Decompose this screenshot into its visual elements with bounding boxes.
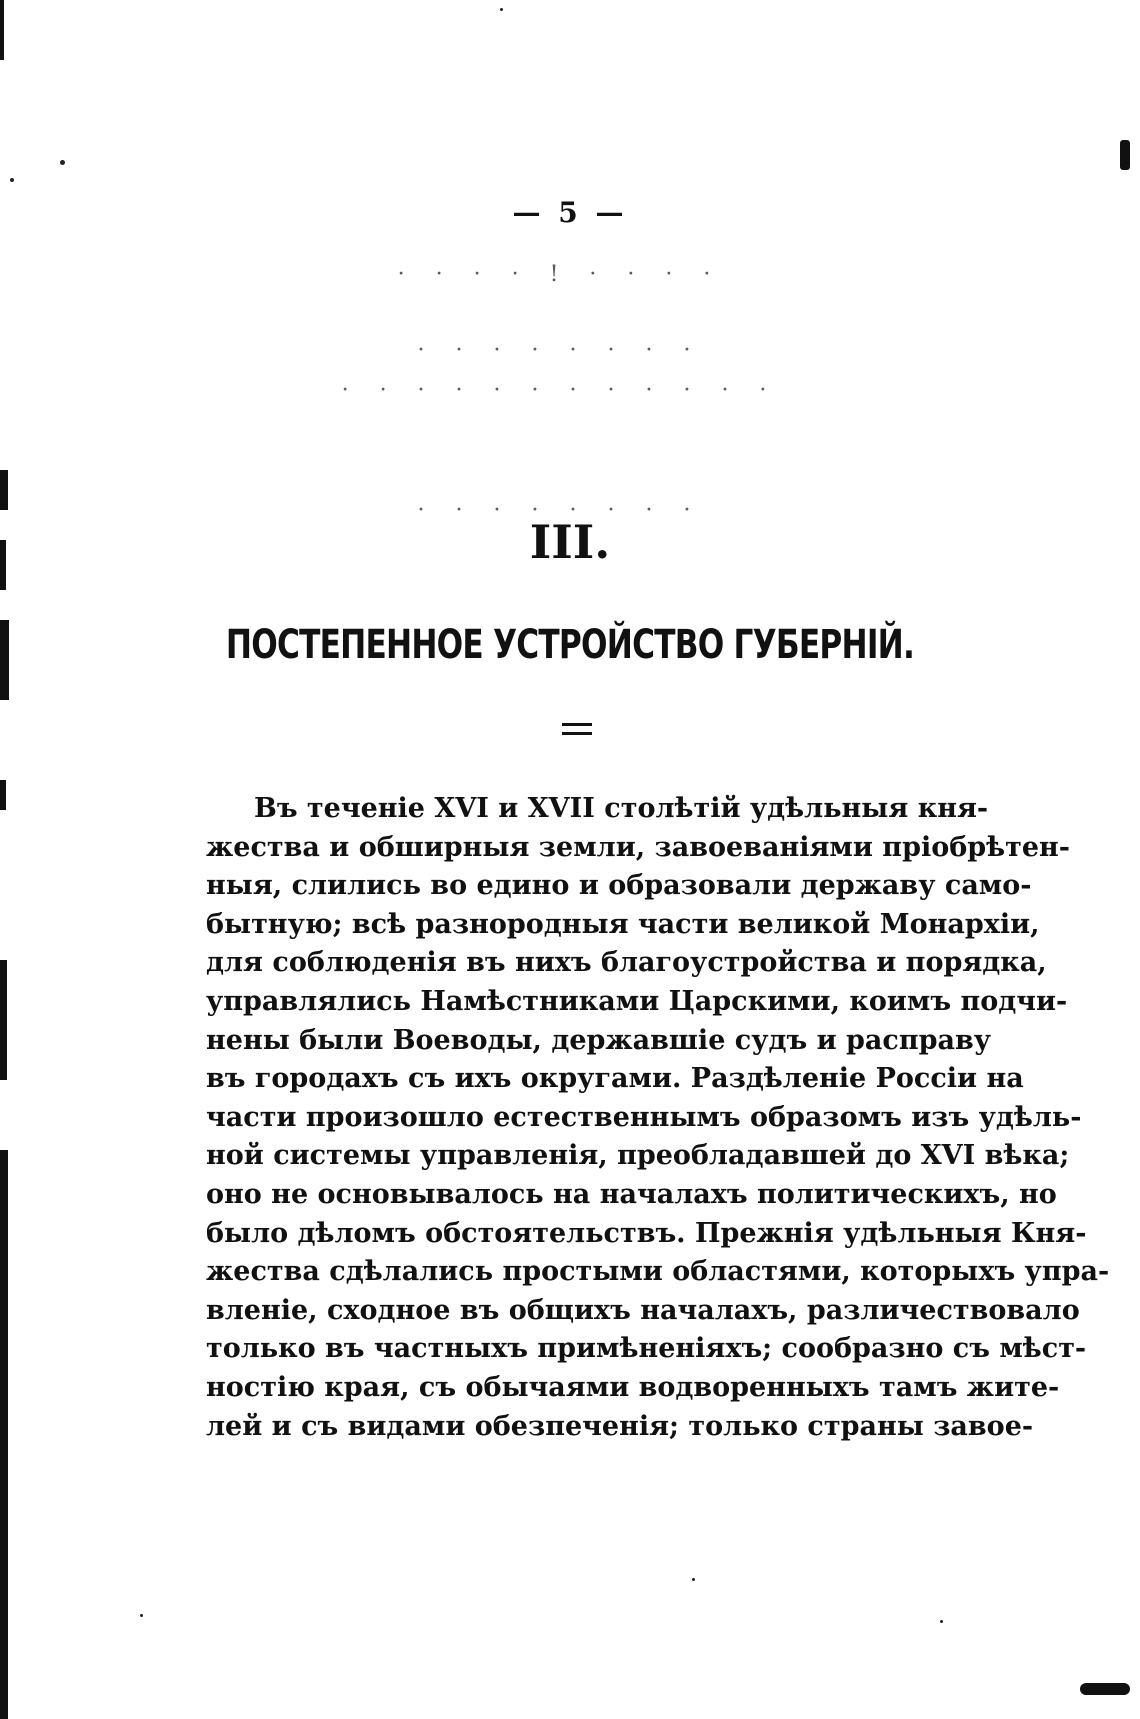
text-line: лей и съ видами обезпеченія; только страны завое-	[206, 1410, 1034, 1442]
text-line: для соблюденія въ нихъ благоустройства и порядка,	[206, 947, 1047, 979]
text-line: ныя, слились во едино и образовали державу само-	[206, 870, 1032, 902]
scan-speck	[940, 1620, 943, 1623]
text-line: оно не основывалось на началахъ политическихъ, но	[206, 1178, 1057, 1210]
text-line: Въ теченіе XVI и XVII столѣтій удѣльныя кня-	[254, 793, 989, 824]
text-line: ной системы управленія, преобладавшей до XVI вѣка;	[206, 1140, 1070, 1172]
body-text	[206, 790, 1110, 1446]
edge-mark-top-right	[1120, 140, 1130, 170]
text-line: ностію края, съ обычаями водворенныхъ тамъ жите-	[206, 1371, 1060, 1403]
bleed-through-mark: · · · · · · · · · · · ·	[341, 378, 779, 403]
scan-speck	[10, 178, 14, 182]
edge-mark-bottom-right	[1080, 1683, 1130, 1695]
text-line: управлялись Намѣстниками Царскими, коимъ подчи-	[206, 985, 1068, 1017]
text-line: вленіе, сходное въ общихъ началахъ, различествовало	[206, 1294, 1080, 1326]
text-line: части произошло естественнымъ образомъ изъ удѣль-	[206, 1101, 1082, 1133]
chapter-title: ПОСТЕПЕННОЕ УСТРОЙСТВО ГУБЕРНІЙ.	[225, 622, 915, 668]
text-line: нены были Воеводы, державшіе судъ и расправу	[206, 1024, 992, 1056]
bleed-through-mark: · · · · · · · ·	[417, 498, 703, 523]
text-line: только въ частныхъ примѣненіяхъ; сообразно съ мѣст-	[206, 1333, 1087, 1365]
scan-speck	[140, 1614, 143, 1617]
binding-edge	[0, 0, 10, 1719]
bleed-through-mark: · · · · · · · ·	[417, 338, 703, 363]
text-line: въ городахъ съ ихъ округами. Раздѣленіе Россіи на	[206, 1063, 1024, 1095]
text-line: было дѣломъ обстоятельствъ. Прежнія удѣльныя Кня-	[206, 1217, 1087, 1249]
scan-speck	[60, 160, 65, 165]
page-number: — 5 —	[512, 196, 628, 229]
text-line: бытную; всѣ разнородныя части великой Монархіи,	[206, 908, 1040, 940]
text-line: жества сдѣлались простыми областями, которыхъ упра-	[206, 1256, 1110, 1288]
text-line: жества и обширныя земли, завоеваніями пріобрѣтен-	[206, 831, 1070, 863]
scan-speck	[500, 8, 503, 11]
chapter-number: III.	[529, 515, 611, 569]
bleed-through-mark: · · · · ! · · · ·	[397, 262, 723, 287]
scan-speck	[692, 1578, 695, 1581]
section-divider	[562, 723, 592, 741]
